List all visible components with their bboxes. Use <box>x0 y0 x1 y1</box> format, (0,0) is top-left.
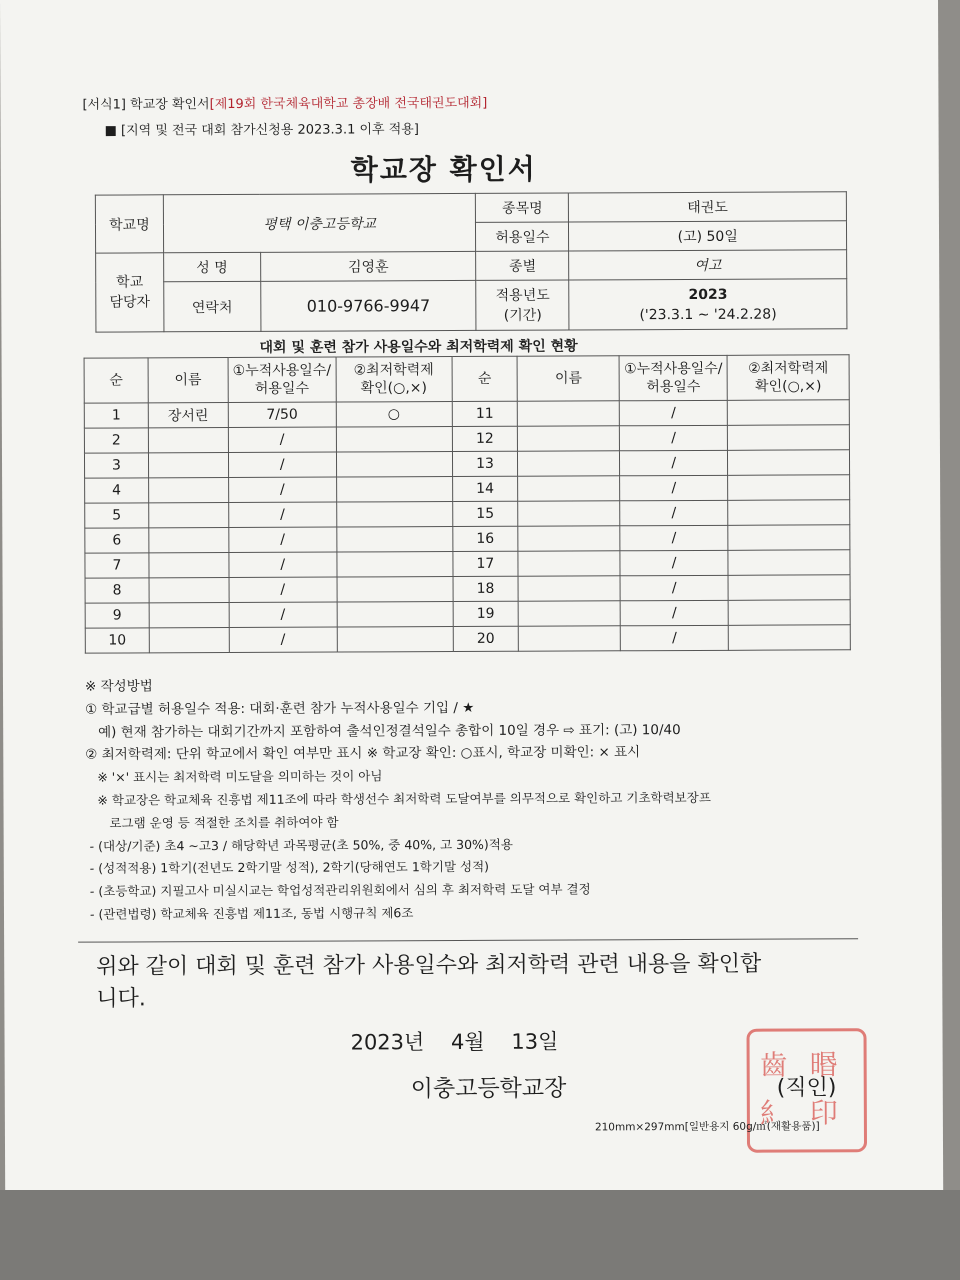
row-check <box>336 502 452 528</box>
row-name <box>149 603 229 628</box>
footer-note: 210mm×297mm[일반용지 60g/㎡(재활용품)] <box>594 1120 820 1134</box>
note-line: ※ '×' 표시는 최저학력 미도달을 의미하는 것이 아님 <box>85 768 383 785</box>
table-row <box>84 425 849 453</box>
row-days: / <box>229 602 337 627</box>
background-surface <box>0 1190 960 1280</box>
event-value: 태권도 <box>569 192 847 222</box>
note-line: 로그램 운영 등 적절한 조치를 취하여야 함 <box>85 814 339 831</box>
row-days: / <box>229 527 337 552</box>
confirm-line-2: 니다. <box>96 986 146 1012</box>
header-days: ①누적사용일수/ 허용일수 <box>228 357 336 402</box>
table-row <box>84 400 849 428</box>
confirm-statement <box>96 949 761 1016</box>
row-days: / <box>229 577 337 602</box>
table-row <box>85 525 850 553</box>
row-check <box>727 400 849 426</box>
note-line: 예) 현재 참가하는 대회기간까지 포함하여 출석인정결석일수 총합이 10일 경우 ⇨ 표기: (고) 10/40 <box>85 721 681 741</box>
note-line: - (대상/기준) 초4 ~고3 / 해당학년 과목평균(초 50%, 중 40%, 고 30%)적용 <box>85 836 513 854</box>
row-order: 8 <box>85 578 149 603</box>
row-name <box>518 526 620 551</box>
row-days: / <box>620 625 728 650</box>
row-days: 7/50 <box>228 402 336 427</box>
row-check <box>728 450 850 476</box>
manager-label: 학교 담당자 <box>96 253 164 332</box>
row-days: / <box>228 477 336 502</box>
row-days: / <box>228 452 336 477</box>
table-row <box>85 500 850 528</box>
category-value: 여고 <box>569 250 847 280</box>
header-check-2: ②최저학력제 확인(○,×) <box>727 355 849 401</box>
row-name <box>518 576 620 601</box>
name-label: 성 명 <box>164 252 261 281</box>
row-check <box>336 427 452 453</box>
row-days: / <box>229 552 337 577</box>
row-check <box>728 600 850 626</box>
row-days: / <box>228 427 336 452</box>
status-table <box>84 354 851 653</box>
row-days: / <box>620 400 728 425</box>
row-order: 9 <box>85 603 149 628</box>
applies-text: [지역 및 전국 대회 참가신청용 2023.3.1 이후 적용] <box>120 122 419 139</box>
row-check <box>336 452 452 478</box>
row-days: / <box>228 502 336 527</box>
official-seal-icon: 齒 㬆 糹 印 <box>746 1028 867 1153</box>
allowed-label: 허용일수 <box>476 222 569 251</box>
row-check <box>728 525 850 551</box>
row-order: 13 <box>452 451 518 476</box>
table-row <box>85 575 850 603</box>
row-order: 19 <box>453 601 519 626</box>
row-days: / <box>620 425 728 450</box>
info-table <box>95 191 848 332</box>
bullet-icon: ■ <box>104 123 117 139</box>
row-name <box>519 601 621 626</box>
row-check <box>337 552 453 578</box>
year-value: 2023 <box>688 286 728 303</box>
form-prefix: [서식1] 학교장 확인서 <box>82 97 210 113</box>
row-name <box>148 428 228 453</box>
row-name <box>149 528 229 553</box>
table-row <box>85 550 850 578</box>
row-order: 18 <box>453 576 519 601</box>
event-label: 종목명 <box>476 193 569 222</box>
header-order: 순 <box>84 358 148 403</box>
note-line: ※ 학교장은 학교체육 진흥법 제11조에 따라 학생선수 최저학력 도달여부를 의무적으로 확인하고 기초학력보장프 <box>85 789 711 808</box>
header-name-2: 이름 <box>517 356 619 401</box>
row-order: 20 <box>453 626 519 651</box>
header-order-2: 순 <box>452 356 518 401</box>
row-name <box>149 553 229 578</box>
row-order: 1 <box>84 403 148 428</box>
note-line: ※ 작성방법 <box>84 678 153 695</box>
row-order: 11 <box>452 401 518 426</box>
row-check <box>728 625 850 651</box>
note-line: ① 학교급별 허용일수 적용: 대회·훈련 참가 누적사용일수 기입 / ★ <box>85 699 475 718</box>
row-check <box>337 577 453 603</box>
notes <box>85 673 711 926</box>
row-days: / <box>620 500 728 525</box>
row-days: / <box>620 600 728 625</box>
principal-title: 이충고등학교장 <box>410 1075 567 1103</box>
table-row <box>84 450 849 478</box>
row-name <box>148 453 228 478</box>
row-name <box>519 626 621 651</box>
row-check <box>728 500 850 526</box>
row-order: 4 <box>85 478 149 503</box>
row-name <box>148 478 228 503</box>
note-line: - (관련법령) 학교체육 진흥법 제11조, 동법 시행규칙 제6조 <box>85 905 414 922</box>
status-title: 대회 및 훈련 참가 사용일수와 최저학력제 확인 현황 <box>259 338 578 356</box>
row-days: / <box>620 575 728 600</box>
date: 2023년 4월 13일 <box>350 1029 559 1055</box>
row-days: / <box>620 475 728 500</box>
period-value: ('23.3.1 ~ '24.2.28) <box>639 306 777 323</box>
allowed-value: (고) 50일 <box>569 221 847 251</box>
contact-value: 010-9766-9947 <box>260 280 476 331</box>
year-label: 적용년도 (기간) <box>476 280 569 330</box>
row-name <box>518 451 620 476</box>
row-order: 15 <box>452 501 518 526</box>
row-order: 7 <box>85 553 149 578</box>
row-check <box>728 475 850 501</box>
header-days-2: ①누적사용일수/ 허용일수 <box>619 355 727 400</box>
note-line: ② 최저학력제: 단위 학교에서 확인 여부만 표시 ※ 학교장 확인: ○표시, 학교장 미확인: × 표시 <box>85 744 641 764</box>
confirm-line-1: 위와 같이 대회 및 훈련 참가 사용일수와 최저학력 관련 내용을 확인합 <box>96 951 762 980</box>
table-row <box>85 475 850 503</box>
row-check <box>336 477 452 503</box>
row-order: 17 <box>452 551 518 576</box>
row-order: 14 <box>452 476 518 501</box>
category-label: 종별 <box>476 251 569 280</box>
row-order: 3 <box>84 453 148 478</box>
divider <box>78 938 858 942</box>
row-days: / <box>229 627 337 652</box>
row-order: 10 <box>85 628 149 653</box>
row-name <box>149 503 229 528</box>
row-check: ○ <box>336 402 452 428</box>
row-check <box>728 575 850 601</box>
row-days: / <box>620 450 728 475</box>
row-name <box>518 476 620 501</box>
header-name: 이름 <box>148 358 228 403</box>
row-name <box>518 551 620 576</box>
row-name <box>518 401 620 426</box>
table-row <box>85 625 850 653</box>
school-value: 평택 이충고등학교 <box>163 193 476 252</box>
row-check <box>337 627 453 653</box>
row-order: 2 <box>84 428 148 453</box>
row-order: 12 <box>452 426 518 451</box>
row-order: 16 <box>452 526 518 551</box>
name-value: 김영훈 <box>260 251 476 281</box>
row-name <box>149 578 229 603</box>
table-row <box>85 600 850 628</box>
row-days: / <box>620 525 728 550</box>
row-check <box>337 602 453 628</box>
row-check <box>728 550 850 576</box>
applies-line <box>105 118 419 138</box>
row-name <box>149 628 229 653</box>
seal-note: (직인) <box>776 1075 837 1101</box>
header-check: ②최저학력제 확인(○,×) <box>336 357 452 403</box>
school-label: 학교명 <box>95 195 163 253</box>
row-check <box>336 527 452 553</box>
row-check <box>727 425 849 451</box>
event-name: [제19회 한국체육대학교 총장배 전국태권도대회] <box>209 95 488 113</box>
row-days: / <box>620 550 728 575</box>
row-name <box>518 426 620 451</box>
form-header <box>82 92 487 113</box>
note-line: - (성적적용) 1학기(전년도 2학기말 성적), 2학기(당해연도 1학기말 성적) <box>85 859 490 877</box>
row-order: 5 <box>85 503 149 528</box>
row-order: 6 <box>85 528 149 553</box>
contact-label: 연락처 <box>164 281 261 331</box>
row-name <box>518 501 620 526</box>
page-title: 학교장 확인서 <box>350 152 537 187</box>
note-line: - (초등학교) 지필고사 미실시교는 학업성적관리위원회에서 심의 후 최저학력 도달 여부 결정 <box>85 881 591 899</box>
year-cell <box>569 279 847 330</box>
row-name: 장서린 <box>148 403 228 428</box>
